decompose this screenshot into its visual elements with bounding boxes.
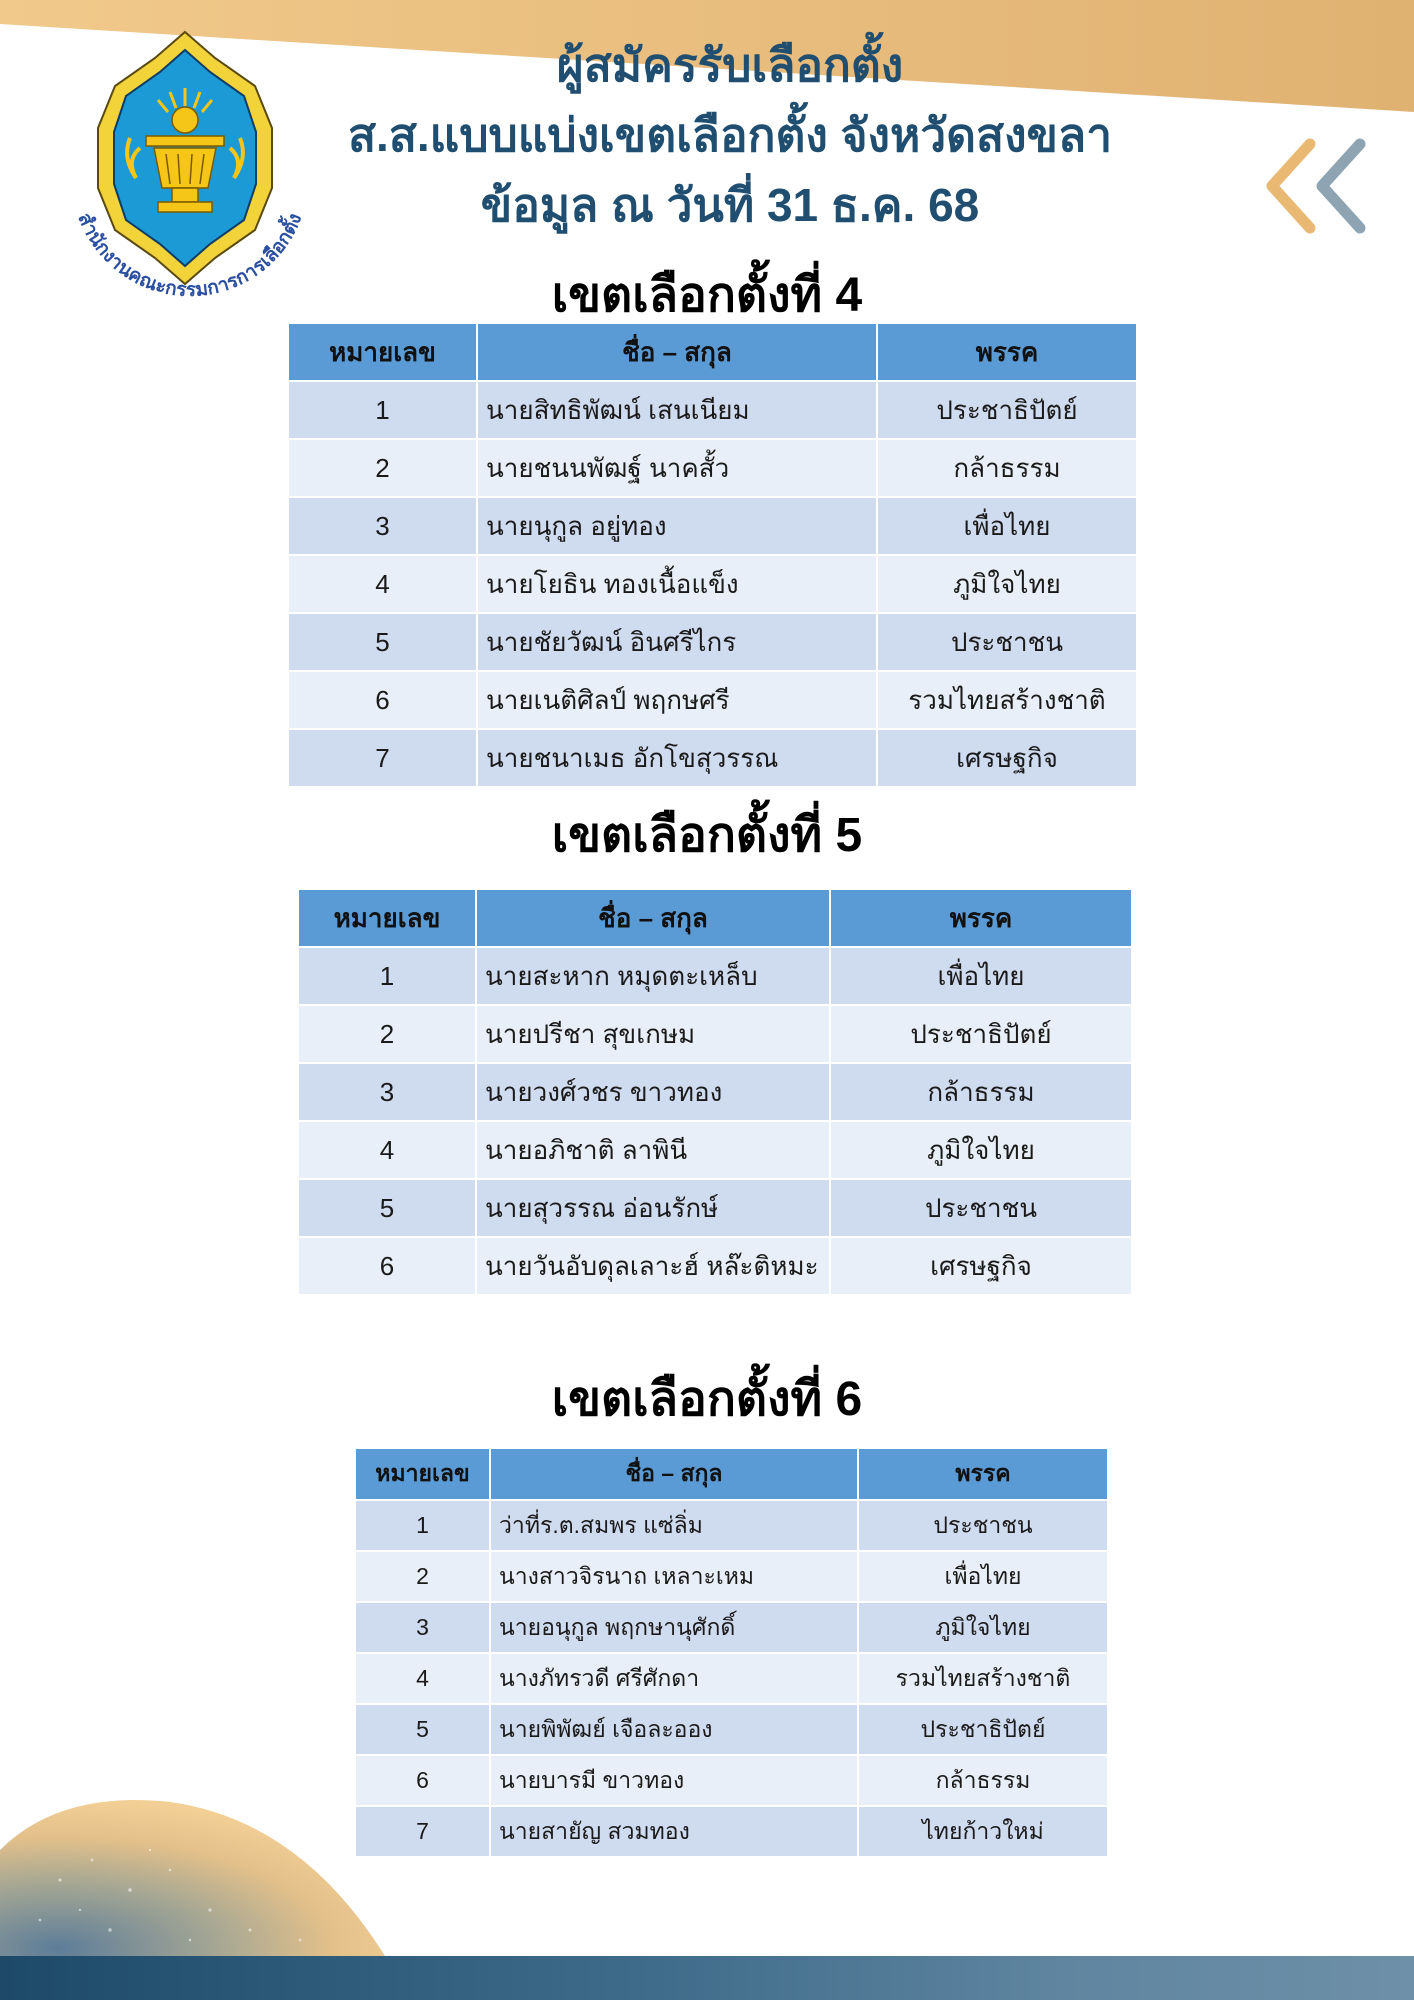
cell-party: กล้าธรรม (877, 439, 1137, 497)
table-row (288, 555, 1137, 613)
cell-name: นายชนนพัฒฐ์ นาคสั้ว (477, 439, 877, 497)
cell-party: รวมไทยสร้างชาติ (858, 1653, 1108, 1704)
table-row (298, 1121, 1132, 1179)
cell-name: นายพิพัฒย์ เจือละออง (490, 1704, 858, 1755)
cell-name: นายสะหาก หมุดตะเหล็บ (476, 947, 830, 1005)
cell-party: กล้าธรรม (830, 1063, 1132, 1121)
table-header-row (355, 1448, 1108, 1500)
cell-name: นายสายัญ สวมทอง (490, 1806, 858, 1857)
header-title-line-2: ส.ส.แบบแบ่งเขตเลือกตั้ง จังหวัดสงขลา (347, 109, 1113, 161)
double-chevron-left-icon (1262, 136, 1372, 236)
cell-number: 4 (355, 1653, 490, 1704)
table-row (298, 1237, 1132, 1295)
cell-name: นายชนาเมธ อักโขสุวรรณ (477, 729, 877, 787)
cell-party: ประชาชน (830, 1179, 1132, 1237)
table-row (355, 1653, 1108, 1704)
column-header-number: หมายเลข (298, 889, 476, 947)
header-title-line-1: ผู้สมัครรับเลือกตั้ง (556, 39, 904, 91)
district-4-title: เขตเลือกตั้งที่ 4 (551, 269, 863, 322)
district-6-title: เขตเลือกตั้งที่ 6 (551, 1373, 863, 1426)
cell-name: นายนุกูล อยู่ทอง (477, 497, 877, 555)
cell-party: ภูมิใจไทย (830, 1121, 1132, 1179)
cell-party: ประชาธิปัตย์ (858, 1704, 1108, 1755)
cell-number: 3 (298, 1063, 476, 1121)
cell-name: นายเนติศิลป์ พฤกษศรี (477, 671, 877, 729)
cell-name: นายวันอับดุลเลาะฮ์ หล๊ะติหมะ (476, 1237, 830, 1295)
column-header-number: หมายเลข (288, 323, 477, 381)
cell-name: นายสิทธิพัฒน์ เสนเนียม (477, 381, 877, 439)
cell-number: 2 (298, 1005, 476, 1063)
column-header-party: พรรค (858, 1448, 1108, 1500)
cell-party: เพื่อไทย (877, 497, 1137, 555)
column-header-party: พรรค (877, 323, 1137, 381)
table-row (288, 671, 1137, 729)
table-row (355, 1755, 1108, 1806)
cell-party: ประชาชน (877, 613, 1137, 671)
table-row (355, 1806, 1108, 1857)
table-row (288, 381, 1137, 439)
cell-name: นายอนุกูล พฤกษานุศักดิ์ (490, 1602, 858, 1653)
decorative-corner-blob (0, 1790, 400, 1956)
table-row (298, 1063, 1132, 1121)
cell-party: ประชาชน (858, 1500, 1108, 1551)
cell-name: นายวงศ์วชร ขาวทอง (476, 1063, 830, 1121)
cell-party: ภูมิใจไทย (858, 1602, 1108, 1653)
logo-arc-text: สำนักงานคณะกรรมการการเลือกตั้ง (73, 209, 307, 298)
table-header-row (298, 889, 1132, 947)
table-row (288, 439, 1137, 497)
cell-name: นายสุวรรณ อ่อนรักษ์ (476, 1179, 830, 1237)
cell-number: 2 (288, 439, 477, 497)
table-header-row (288, 323, 1137, 381)
cell-party: กล้าธรรม (858, 1755, 1108, 1806)
table-row (355, 1704, 1108, 1755)
cell-party: เพื่อไทย (858, 1551, 1108, 1602)
cell-number: 7 (355, 1806, 490, 1857)
cell-number: 2 (355, 1551, 490, 1602)
district-6-table (354, 1447, 1109, 1858)
table-row (298, 1005, 1132, 1063)
table-row (298, 1179, 1132, 1237)
cell-name: นายบารมี ขาวทอง (490, 1755, 858, 1806)
district-5-table (297, 888, 1133, 1296)
cell-number: 1 (288, 381, 477, 439)
cell-number: 7 (288, 729, 477, 787)
table-row (355, 1602, 1108, 1653)
cell-number: 6 (288, 671, 477, 729)
cell-number: 4 (288, 555, 477, 613)
cell-number: 1 (355, 1500, 490, 1551)
cell-number: 6 (298, 1237, 476, 1295)
cell-name: นางสาวจิรนาถ เหลาะเหม (490, 1551, 858, 1602)
cell-number: 3 (355, 1602, 490, 1653)
cell-name: นายอภิชาติ ลาพินี (476, 1121, 830, 1179)
election-commission-logo (50, 28, 320, 298)
cell-party: เศรษฐกิจ (877, 729, 1137, 787)
header-title-line-3: ข้อมูล ณ วันที่ 31 ธ.ค. 68 (480, 179, 980, 231)
cell-name: ว่าที่ร.ต.สมพร แซ่ลิ่ม (490, 1500, 858, 1551)
table-row (298, 947, 1132, 1005)
cell-party: ไทยก้าวใหม่ (858, 1806, 1108, 1857)
cell-number: 4 (298, 1121, 476, 1179)
cell-party: รวมไทยสร้างชาติ (877, 671, 1137, 729)
cell-party: ประชาธิปัตย์ (877, 381, 1137, 439)
cell-name: นายโยธิน ทองเนื้อแข็ง (477, 555, 877, 613)
cell-party: ภูมิใจไทย (877, 555, 1137, 613)
cell-party: เศรษฐกิจ (830, 1237, 1132, 1295)
cell-number: 5 (355, 1704, 490, 1755)
table-row (288, 613, 1137, 671)
cell-number: 5 (298, 1179, 476, 1237)
cell-party: ประชาธิปัตย์ (830, 1005, 1132, 1063)
table-row (288, 497, 1137, 555)
district-5-title: เขตเลือกตั้งที่ 5 (551, 809, 863, 862)
column-header-party: พรรค (830, 889, 1132, 947)
cell-number: 3 (288, 497, 477, 555)
district-4-table (287, 322, 1138, 788)
cell-name: นางภัทรวดี ศรีศักดา (490, 1653, 858, 1704)
table-row (355, 1551, 1108, 1602)
column-header-name: ชื่อ – สกุล (476, 889, 830, 947)
cell-number: 6 (355, 1755, 490, 1806)
column-header-name: ชื่อ – สกุล (490, 1448, 858, 1500)
cell-name: นายชัยวัฒน์ อินศรีไกร (477, 613, 877, 671)
column-header-name: ชื่อ – สกุล (477, 323, 877, 381)
cell-name: นายปรีชา สุขเกษม (476, 1005, 830, 1063)
footer-bar (0, 1956, 1414, 2000)
cell-number: 1 (298, 947, 476, 1005)
table-row (355, 1500, 1108, 1551)
cell-party: เพื่อไทย (830, 947, 1132, 1005)
column-header-number: หมายเลข (355, 1448, 490, 1500)
cell-number: 5 (288, 613, 477, 671)
table-row (288, 729, 1137, 787)
